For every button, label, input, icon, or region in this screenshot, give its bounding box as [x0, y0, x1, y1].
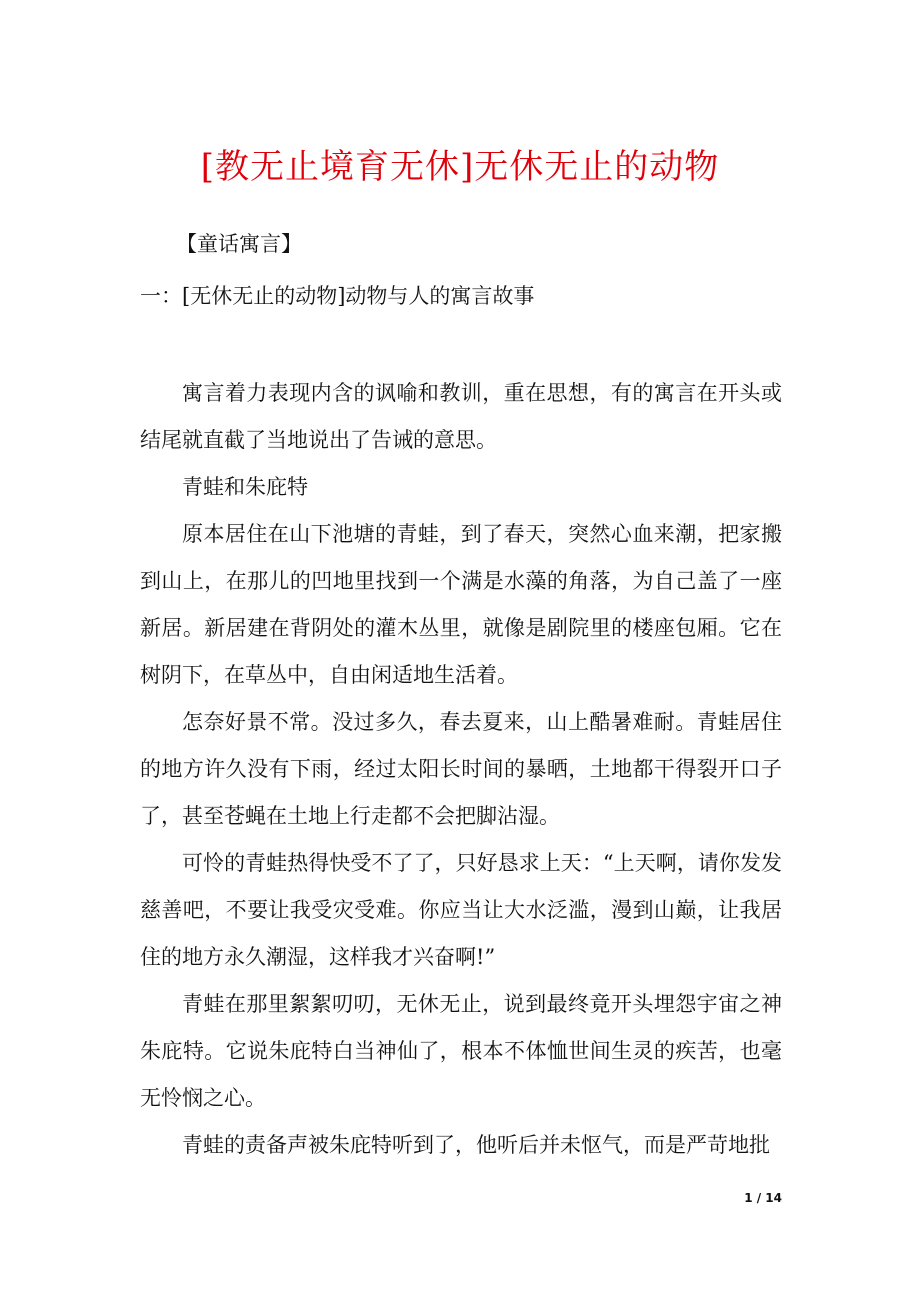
- paragraph: 怎奈好景不常。没过多久，春去夏来，山上酷暑难耐。青蛙居住的地方许久没有下雨，经过太阳长时间的暴晒，土地都干得裂开口子了，甚至苍蝇在土地上行走都不会把脚沾湿。: [140, 710, 782, 828]
- document-title: [教无止境育无休]无休无止的动物: [200, 147, 720, 187]
- paragraph: 可怜的青蛙热得快受不了了，只好恳求上天：“上天啊，请你发发慈善吧，不要让我受灾受难。你应当让大水泛滥，漫到山巅，让我居住的地方永久潮湿，这样我才兴奋啊!”: [140, 851, 782, 969]
- story-title: 青蛙和朱庇特: [182, 475, 308, 499]
- category-label: 【童话寓言】: [176, 232, 302, 256]
- section-heading: 一：[无休无止的动物]动物与人的寓言故事: [140, 284, 535, 308]
- body-text: [140, 370, 782, 1169]
- paragraph: 寓言着力表现内含的讽喻和教训，重在思想，有的寓言在开头或结尾就直截了当地说出了告诫的意思。: [140, 381, 782, 452]
- paragraph: 青蛙在那里絮絮叨叨，无休无止，说到最终竟开头埋怨宇宙之神朱庇特。它说朱庇特白当神仙了，根本不体恤世间生灵的疾苦，也毫无怜悯之心。: [140, 992, 782, 1110]
- paragraph: 原本居住在山下池塘的青蛙，到了春天，突然心血来潮，把家搬到山上，在那儿的凹地里找到一个满是水藻的角落，为自己盖了一座新居。新居建在背阴处的灌木丛里，就像是剧院里的楼座包厢。它在树阴下，在草丛中，自由闲适地生活着。: [140, 522, 782, 687]
- paragraph: 青蛙的责备声被朱庇特听到了，他听后并未怄气，而是严苛地批: [182, 1133, 770, 1157]
- page-number: 1 / 14: [744, 1191, 782, 1205]
